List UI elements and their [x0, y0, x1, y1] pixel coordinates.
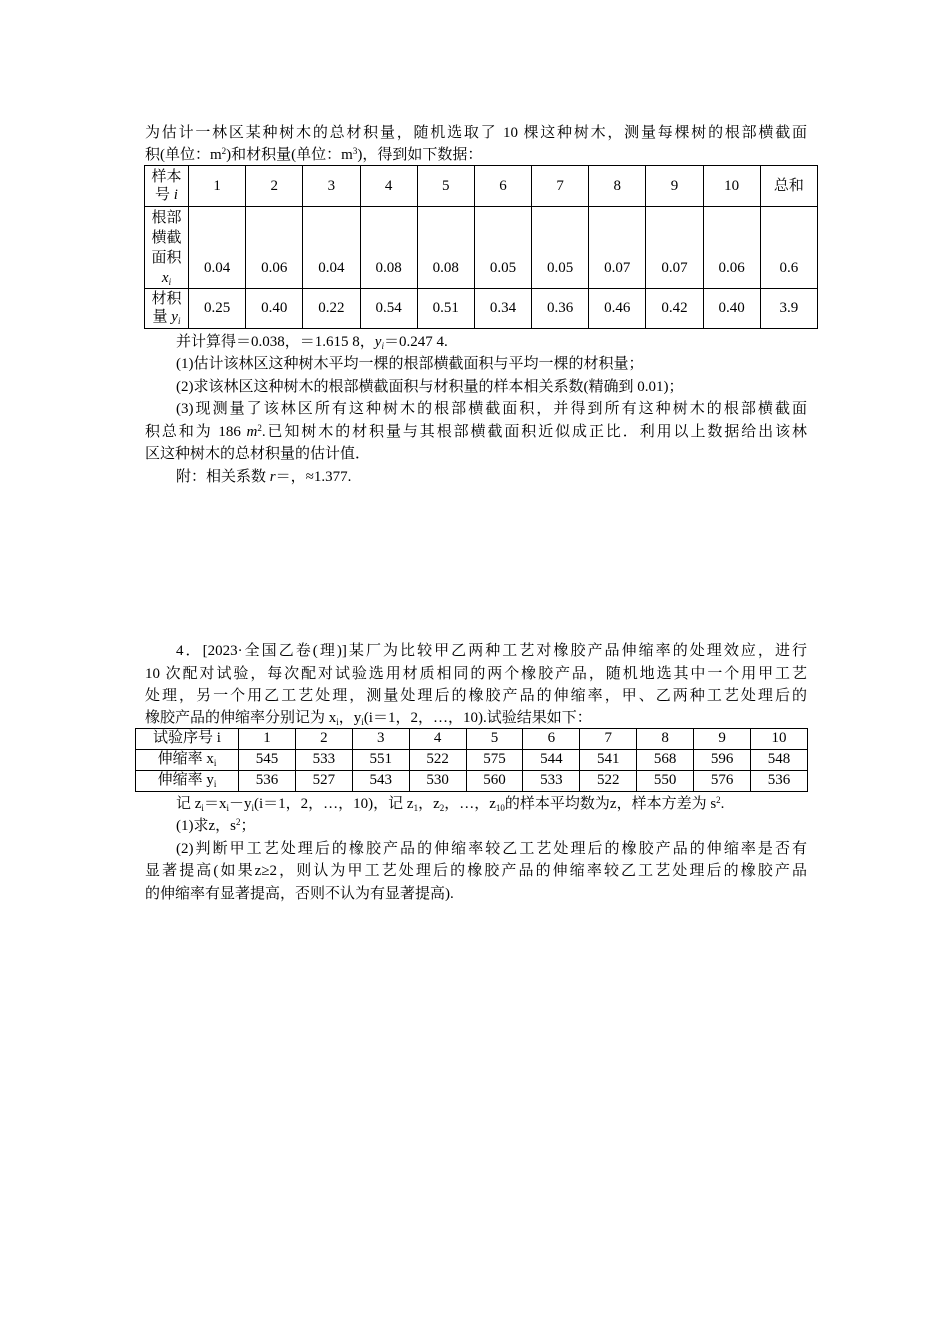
table-cell: 8 — [637, 728, 694, 749]
table-cell: 548 — [751, 749, 808, 770]
p3-question-3-line3: 区这种树木的总材积量的估计值． — [145, 446, 371, 462]
table-cell: 0.07 — [646, 206, 703, 288]
table-cell: 0.34 — [474, 288, 531, 328]
table-cell: 0.40 — [703, 288, 760, 328]
table-row — [136, 728, 808, 749]
table-cell: 1 — [189, 165, 246, 206]
table-row — [145, 288, 818, 328]
p4-definition: 记 $z_i=x_i-y_i(i=1$，2，…，10)，记 $z_1$，$z_2$，…，$z_{10}$的样本平均数为z，样本方差为 $s^2$. — [176, 794, 725, 813]
p4-header-label: 试验序号 i — [136, 728, 239, 749]
table-cell: 5 — [466, 728, 523, 749]
problem-3 — [145, 122, 807, 488]
p3-row-x-label: 根部 横截 面积 $x_i$ — [145, 206, 189, 288]
p3-question-2: (2)求该林区这种树木的根部横截面积与材积量的样本相关系数(精确到 0.01)； — [176, 378, 684, 395]
table-cell: 2 — [295, 728, 352, 749]
table-cell: 0.25 — [189, 288, 246, 328]
table-cell: 536 — [751, 770, 808, 791]
p4-question-2-line2: 显著提高(如果z≥2，则认为甲工艺处理后的橡胶产品的伸缩率较乙工艺处理后的橡胶产品 — [145, 863, 807, 879]
problem-4 — [145, 640, 807, 905]
p4-data-table — [135, 728, 808, 792]
p3-row-y-label: 材积 量 $y_i$ — [145, 288, 189, 328]
table-cell: 527 — [295, 770, 352, 791]
table-cell: 533 — [295, 749, 352, 770]
table-cell: 543 — [352, 770, 409, 791]
p3-question-1: (1)估计该林区这种树木平均一棵的根部横截面积与平均一棵的材积量； — [176, 356, 644, 372]
table-cell: 551 — [352, 749, 409, 770]
p4-question-1: (1)求z，$s^2$； — [176, 817, 256, 834]
p4-line4: 橡胶产品的伸缩率分别记为 $x_i$，$y_i(i=1$，2，…，10).试验结果如下： — [145, 709, 592, 727]
table-cell: 7 — [580, 728, 637, 749]
table-cell: 9 — [646, 165, 703, 206]
table-cell: 7 — [532, 165, 589, 206]
p3-question-3-line2: 积总和为 186 $m^2$.已知树木的材积量与其根部横截面积近似成正比．利用以上数据给出该林 — [145, 422, 807, 440]
table-cell: 1 — [239, 728, 296, 749]
table-row — [136, 749, 808, 770]
table-cell: 575 — [466, 749, 523, 770]
p3-data-table — [144, 165, 818, 329]
p3-note: 附：相关系数 r＝，≈1.377. — [176, 468, 352, 485]
table-cell: 576 — [694, 770, 751, 791]
table-cell: 0.05 — [474, 206, 531, 288]
p3-intro-line2: 积(单位：$m^2$)和材积量(单位：$m^3$)，得到如下数据： — [145, 145, 483, 163]
table-cell: 550 — [637, 770, 694, 791]
p3-header-label: 样本 号 i — [145, 165, 189, 206]
table-cell: 0.04 — [303, 206, 360, 288]
table-cell: 541 — [580, 749, 637, 770]
table-cell: 0.08 — [417, 206, 474, 288]
p3-calc-line: 并计算得＝0.038，＝1.615 8，$y_i=0.247$ 4. — [176, 333, 448, 351]
table-cell: 536 — [239, 770, 296, 791]
table-cell: 568 — [637, 749, 694, 770]
table-cell: 8 — [589, 165, 646, 206]
table-cell: 0.22 — [303, 288, 360, 328]
table-cell: 2 — [246, 165, 303, 206]
table-cell: 0.40 — [246, 288, 303, 328]
table-cell: 0.46 — [589, 288, 646, 328]
table-cell: 0.06 — [703, 206, 760, 288]
table-cell: 560 — [466, 770, 523, 791]
table-cell: 3.9 — [760, 288, 817, 328]
p4-line3: 处理，另一个用乙工艺处理，测量处理后的橡胶产品的伸缩率，甲、乙两种工艺处理后的 — [145, 688, 807, 704]
table-cell: 9 — [694, 728, 751, 749]
table-cell: 10 — [703, 165, 760, 206]
p4-line2: 10 次配对试验，每次配对试验选用材质相同的两个橡胶产品，随机地选其中一个用甲工艺 — [145, 665, 807, 682]
table-row — [136, 770, 808, 791]
table-cell: 0.51 — [417, 288, 474, 328]
table-cell: 总和 — [760, 165, 817, 206]
table-cell: 530 — [409, 770, 466, 791]
table-cell: 0.36 — [532, 288, 589, 328]
table-cell: 5 — [417, 165, 474, 206]
table-row — [145, 206, 818, 288]
p4-row-y-label: 伸缩率 $y_i$ — [136, 770, 239, 791]
table-cell: 544 — [523, 749, 580, 770]
table-cell: 0.42 — [646, 288, 703, 328]
table-cell: 0.08 — [360, 206, 417, 288]
p3-intro-line1: 为估计一林区某种树木的总材积量，随机选取了 10 棵这种树木，测量每棵树的根部横截面 — [145, 125, 807, 141]
table-cell: 0.06 — [246, 206, 303, 288]
table-cell: 3 — [352, 728, 409, 749]
p3-question-3-line1: (3)现测量了该林区所有这种树木的根部横截面积，并得到所有这种树木的根部横截面 — [176, 401, 807, 417]
table-cell: 4 — [409, 728, 466, 749]
p4-question-2-line3: 的伸缩率有显著提高，否则不认为有显著提高). — [145, 885, 454, 902]
table-cell: 0.05 — [532, 206, 589, 288]
table-cell: 10 — [751, 728, 808, 749]
table-cell: 0.6 — [760, 206, 817, 288]
table-cell: 596 — [694, 749, 751, 770]
table-cell: 522 — [409, 749, 466, 770]
table-row — [145, 165, 818, 206]
table-cell: 0.54 — [360, 288, 417, 328]
table-cell: 6 — [474, 165, 531, 206]
table-cell: 0.04 — [189, 206, 246, 288]
table-cell: 6 — [523, 728, 580, 749]
table-cell: 3 — [303, 165, 360, 206]
p4-line1: 4．[2023·全国乙卷(理)]某厂为比较甲乙两种工艺对橡胶产品伸缩率的处理效应，进行 — [176, 643, 807, 659]
table-cell: 0.07 — [589, 206, 646, 288]
table-cell: 533 — [523, 770, 580, 791]
p4-question-2-line1: (2)判断甲工艺处理后的橡胶产品的伸缩率较乙工艺处理后的橡胶产品的伸缩率是否有 — [176, 840, 807, 857]
table-cell: 4 — [360, 165, 417, 206]
p4-row-x-label: 伸缩率 $x_i$ — [136, 749, 239, 770]
table-cell: 545 — [239, 749, 296, 770]
table-cell: 522 — [580, 770, 637, 791]
